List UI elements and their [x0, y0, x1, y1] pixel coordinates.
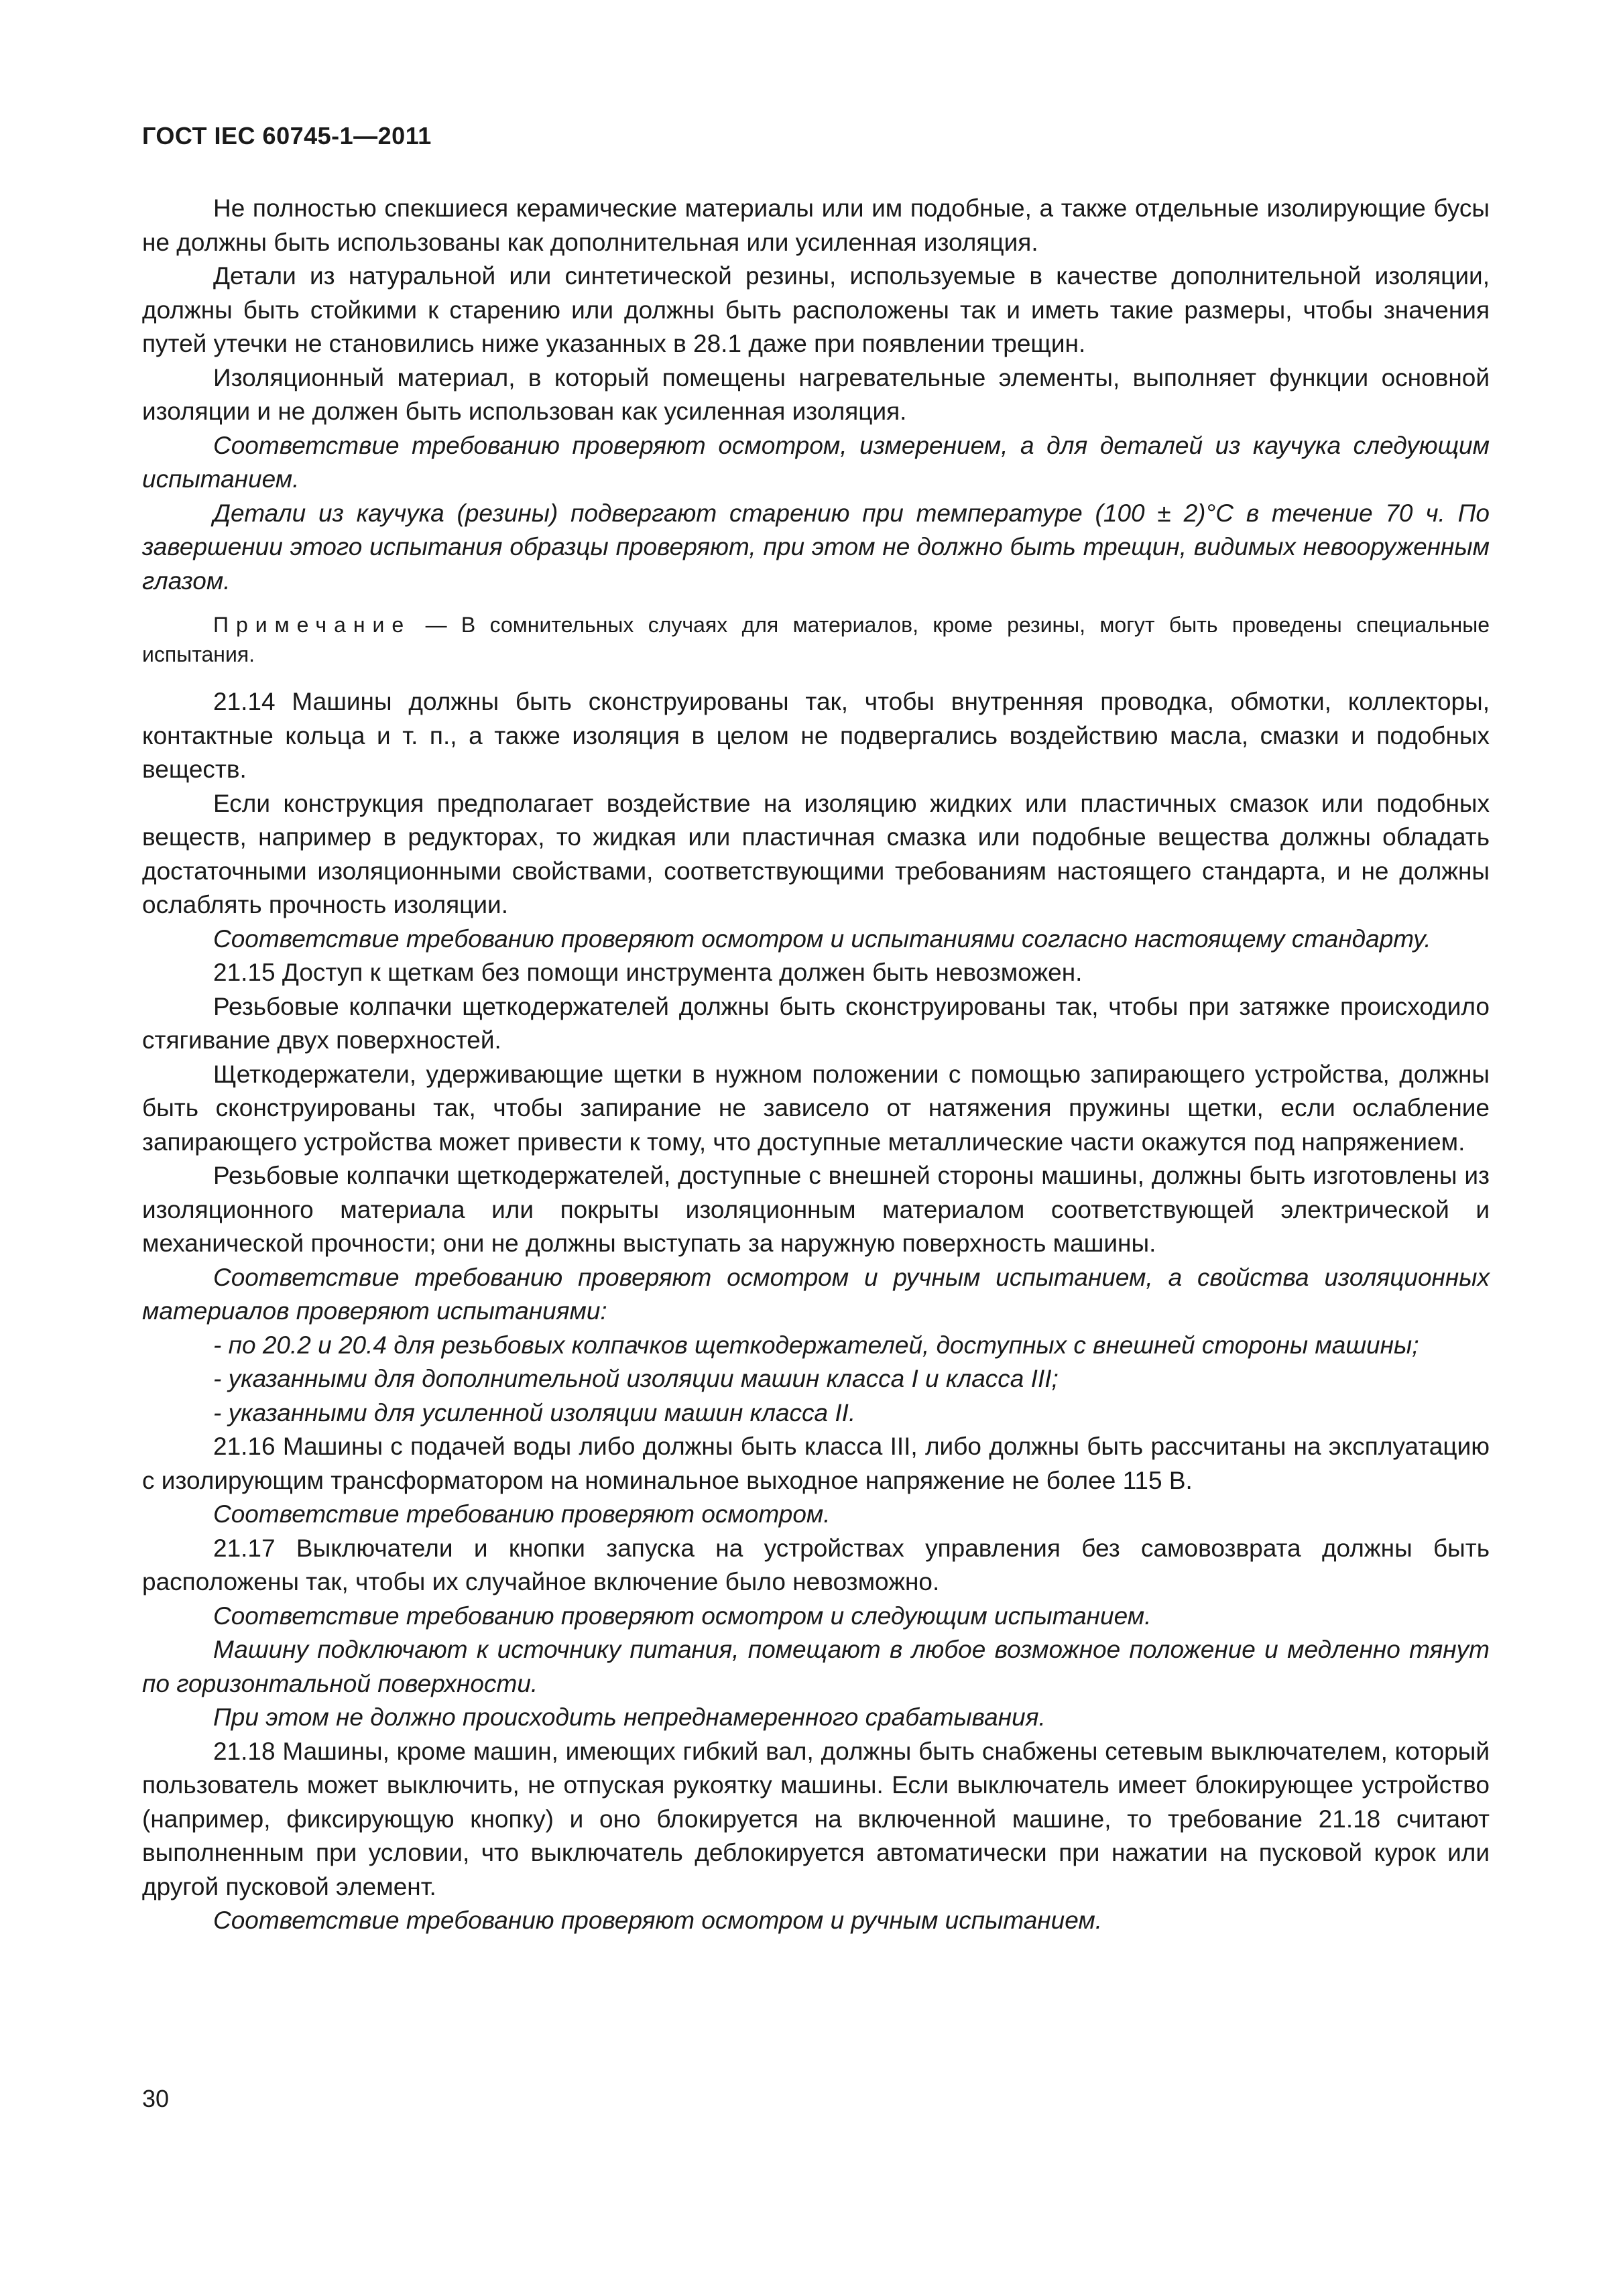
test-method-paragraph: Машину подключают к источнику питания, помещают в любое возможное положение и медленно тянут по горизонтальной поверхности. — [142, 1636, 1490, 1697]
paragraph: Детали из натуральной или синтетической резины, используемые в качестве дополнительной изоляции, должны быть стойкими к старению или должны быть расположены так и иметь такие размеры, чтобы значения путей утечки не становились ниже указанных в 28.1 даже при появлении трещин. — [142, 262, 1490, 357]
test-result-paragraph: При этом не должно происходить непреднамеренного срабатывания. — [213, 1703, 1046, 1731]
paragraph: Если конструкция предполагает воздействие на изоляцию жидких или пластичных смазок или подобных веществ, например в редукторах, то жидкая или пластичная смазка или подобные вещества должны обладать достаточными изоляционными свойствами, соответствующими требованиям настоящего стандарта, и не должны ослаблять прочность изоляции. — [142, 789, 1490, 918]
compliance-paragraph: Соответствие требованию проверяют осмотром и следующим испытанием. — [213, 1602, 1152, 1630]
clause-21-14: 21.14 Машины должны быть сконструированы так, чтобы внутренняя проводка, обмотки, коллекторы, контактные кольца и т. п., а также изоляция в целом не подвергались воздействию масла, смазки и подобных веществ. — [142, 688, 1490, 783]
note — [142, 610, 1490, 669]
list-item: - указанными для дополнительной изоляции машин класса I и класса III; — [213, 1365, 1059, 1392]
test-method-paragraph: Детали из каучука (резины) подвергают старению при температуре (100 ± 2)°С в течение 70 ч. По завершении этого испытания образцы проверяют, при этом не должно быть трещин, видимых невооруженным глазом. — [142, 499, 1490, 595]
paragraph: Щеткодержатели, удерживающие щетки в нужном положении с помощью запирающего устройства, должны быть сконструированы так, чтобы запирание не зависело от натяжения пружины щетки, если ослабление запирающего устройства может привести к тому, что доступные металлические части окажутся под напряжением. — [142, 1060, 1490, 1156]
clause-21-16: 21.16 Машины с подачей воды либо должны быть класса III, либо должны быть рассчитаны на эксплуатацию с изолирующим трансформатором на номинальное выходное напряжение не более 115 В. — [142, 1433, 1490, 1494]
list-item: - указанными для усиленной изоляции машин класса II. — [213, 1398, 856, 1427]
clause-21-17: 21.17 Выключатели и кнопки запуска на устройствах управления без самовозврата должны быть расположены так, чтобы их случайное включение было невозможно. — [142, 1534, 1490, 1595]
clause-21-18: 21.18 Машины, кроме машин, имеющих гибкий вал, должны быть снабжены сетевым выключателем, который пользователь может выключить, не отпуская рукоятку машины. Если выключатель имеет блокирующее устройство (например, фиксирующую кнопку) и оно блокируется на включенной машине, то требование 21.18 считают выполненным при условии, что выключатель деблокируется автоматически при нажатии на пусковой курок или другой пусковой элемент. — [142, 1737, 1490, 1900]
list-item: - по 20.2 и 20.4 для резьбовых колпачков щеткодержателей, доступных с внешней стороны машины; — [213, 1331, 1419, 1359]
clause-21-15: 21.15 Доступ к щеткам без помощи инструмента должен быть невозможен. — [213, 959, 1083, 986]
page-number: 30 — [142, 2085, 170, 2112]
paragraph: Резьбовые колпачки щеткодержателей, доступные с внешней стороны машины, должны быть изготовлены из изоляционного материала или покрыты изоляционным материалом соответствующей электрической и механической прочности; они не должны выступать за наружную поверхность машины. — [142, 1162, 1490, 1257]
compliance-paragraph: Соответствие требованию проверяют осмотром, измерением, а для деталей из каучука следующим испытанием. — [142, 431, 1490, 493]
note-label: Примечание — [213, 613, 412, 637]
compliance-paragraph: Соответствие требованию проверяют осмотром. — [213, 1500, 831, 1528]
paragraph: Изоляционный материал, в который помещены нагревательные элементы, выполняет функции основной изоляции и не должен быть использован как усиленная изоляция. — [142, 363, 1490, 425]
compliance-paragraph: Соответствие требованию проверяют осмотром и испытаниями согласно настоящему стандарту. — [213, 924, 1431, 953]
document-code-header: ГОСТ IEC 60745-1—2011 — [142, 122, 432, 149]
document-body — [142, 192, 1490, 1938]
paragraph: Резьбовые колпачки щеткодержателей должны быть сконструированы так, чтобы при затяжке происходило стягивание двух поверхностей. — [142, 992, 1490, 1054]
note-text: — В сомнительных случаях для материалов, кроме резины, могут быть проведены специальные испытания. — [142, 613, 1490, 666]
compliance-paragraph: Соответствие требованию проверяют осмотром и ручным испытанием, а свойства изоляционных материалов проверяют испытаниями: — [142, 1263, 1490, 1325]
paragraph: Не полностью спекшиеся керамические материалы или им подобные, а также отдельные изолирующие бусы не должны быть использованы как дополнительная или усиленная изоляция. — [142, 194, 1490, 256]
compliance-paragraph: Соответствие требованию проверяют осмотром и ручным испытанием. — [213, 1907, 1103, 1934]
